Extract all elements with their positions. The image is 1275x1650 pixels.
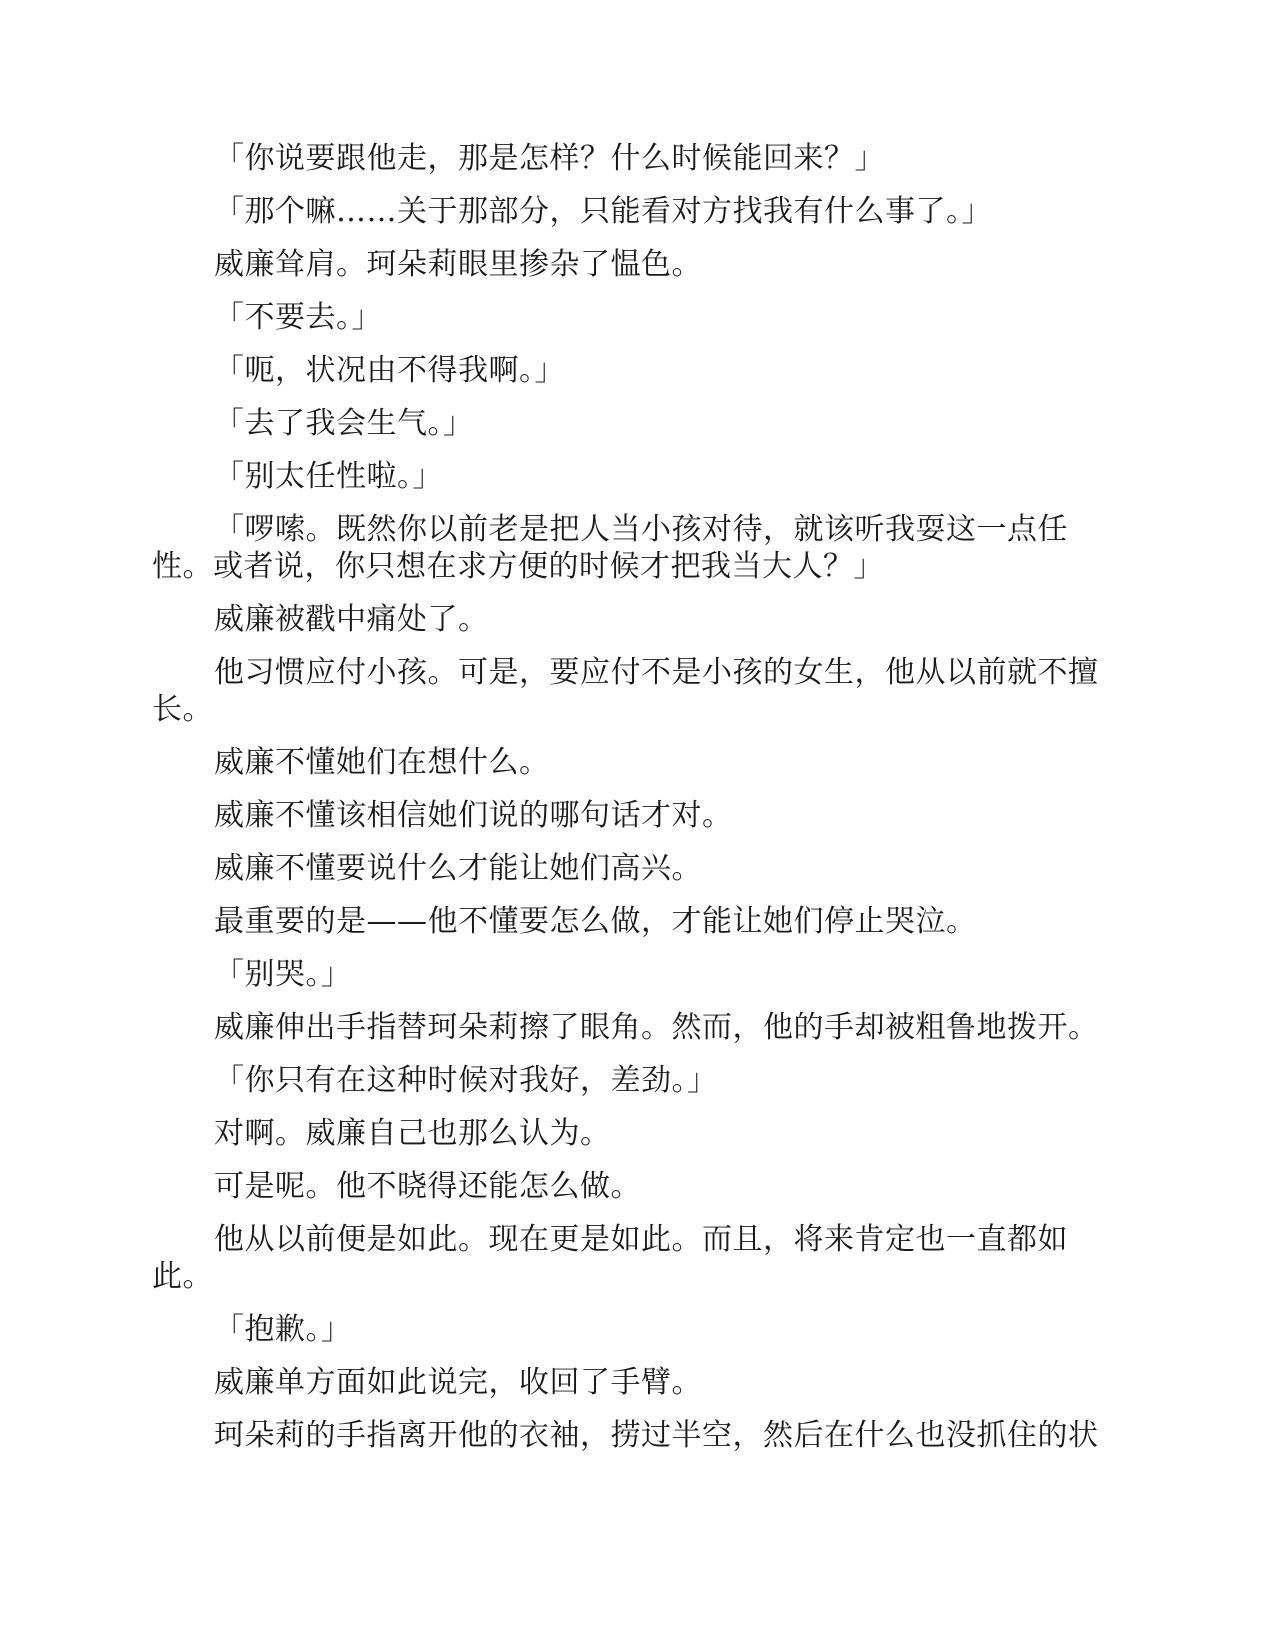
- paragraph: 威廉单方面如此说完，收回了手臂。: [214, 1365, 702, 1400]
- paragraph: 「你说要跟他走，那是怎样？什么时候能回来？」: [214, 141, 885, 176]
- paragraph: 「去了我会生气。」: [214, 406, 474, 441]
- paragraph: 「啰嗦。既然你以前老是把人当小孩对待，就该听我耍这一点任性。或者说，你只想在求方便的时候才把我当大人？」: [152, 512, 1068, 584]
- paragraph: 「那个嘛……关于那部分，只能看对方找我有什么事了。」: [214, 194, 992, 229]
- paragraph: 威廉被戳中痛处了。: [214, 602, 489, 637]
- paragraph: 「别太任性啦。」: [214, 459, 443, 494]
- paragraph: 威廉伸出手指替珂朵莉擦了眼角。然而，他的手却被粗鲁地拨开。: [214, 1010, 1099, 1045]
- paragraph: 「不要去。」: [214, 300, 382, 335]
- paragraph: 他习惯应付小孩。可是，要应付不是小孩的女生，他从以前就不擅长。: [152, 655, 1099, 727]
- paragraph: 威廉不懂该相信她们说的哪句话才对。: [214, 798, 733, 833]
- paragraph: 珂朵莉的手指离开他的衣袖，捞过半空，然后在什么也没抓住的状: [214, 1418, 1099, 1453]
- paragraph: 威廉不懂要说什么才能让她们高兴。: [214, 851, 702, 886]
- paragraph: 对啊。威廉自己也那么认为。: [214, 1116, 611, 1151]
- paragraph: 威廉不懂她们在想什么。: [214, 745, 550, 780]
- paragraph: 威廉耸肩。珂朵莉眼里掺杂了愠色。: [214, 247, 702, 282]
- paragraph: 「呃，状况由不得我啊。」: [214, 353, 565, 388]
- paragraph: 「抱歉。」: [214, 1312, 352, 1347]
- paragraph: 最重要的是——他不懂要怎么做，才能让她们停止哭泣。: [214, 904, 977, 939]
- paragraph: 他从以前便是如此。现在更是如此。而且，将来肯定也一直都如此。: [152, 1222, 1068, 1294]
- paragraph: 「别哭。」: [214, 957, 352, 992]
- document-page: [152, 140, 1122, 1470]
- paragraph: 「你只有在这种时候对我好，差劲。」: [214, 1063, 718, 1098]
- paragraph: 可是呢。他不晓得还能怎么做。: [214, 1169, 641, 1204]
